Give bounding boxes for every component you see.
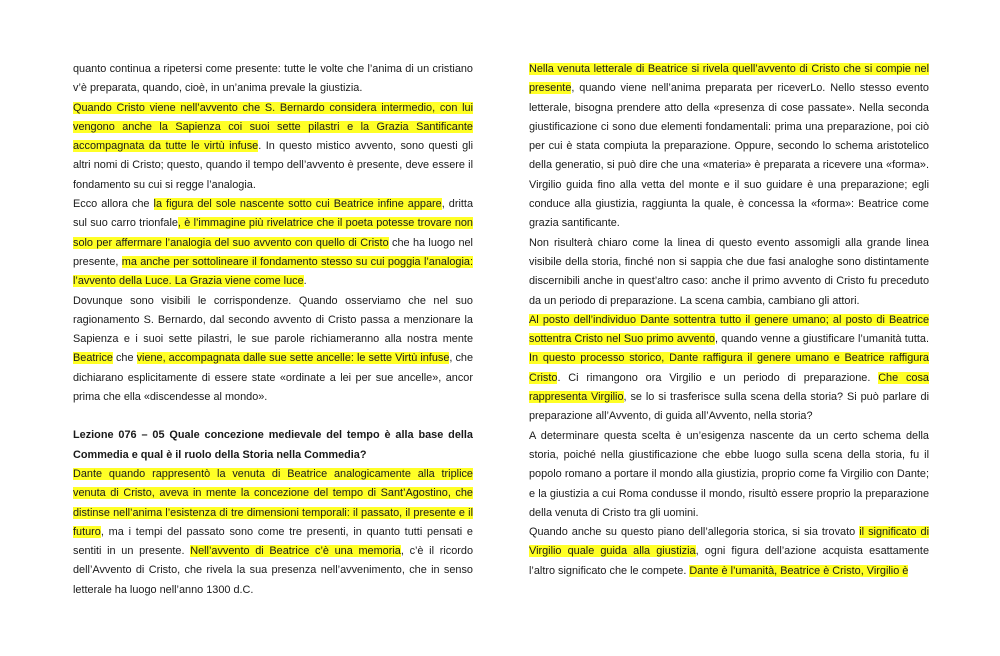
paragraph: [529, 523, 929, 581]
text-run: , ogni figura dell’azione acquista esattamente l’altro significato che le compete.: [529, 545, 930, 577]
text-run: , quando venne a giustificare l’umanità tutta.: [714, 333, 929, 346]
text-run: che ha luogo nel presente,: [73, 236, 473, 268]
paragraph: [73, 292, 473, 408]
section-heading: Lezione 076 – 05 Quale concezione medievale del tempo è alla base della Commedia e qual è il ruolo della Storia nella Commedia?: [73, 429, 473, 461]
highlighted-text: ma anche per sottolineare il fondamento stesso su cui poggia l’analogia: l’avvento della Luce. La Grazia viene come luce: [73, 255, 473, 288]
highlighted-text: Dante è l’umanità, Beatrice è Cristo, Virgilio è: [689, 564, 909, 577]
paragraph: [529, 427, 929, 523]
paragraph: [73, 60, 473, 99]
paragraph: [529, 311, 929, 427]
paragraph: [529, 60, 929, 234]
text-run: quanto continua a ripetersi come presente: tutte le volte che l’anima di un cristiano v’è preparata, quando, cioè, in un’anima prevale la giustizia.: [73, 63, 473, 95]
paragraph: [73, 99, 473, 195]
text-run: , che dichiarano esplicitamente di essere state «ordinate a lei per sue ancelle», ancor prima che ella «discendesse al mondo».: [73, 352, 474, 404]
paragraph: [73, 195, 473, 291]
text-run: , ma i tempi del passato sono come tre presenti, in quanto tutti pensati e sentiti in un presente.: [73, 525, 473, 558]
highlighted-text: Dante quando rappresentò la venuta di Beatrice analogicamente alla triplice venuta di Cristo, aveva in mente la concezione del tempo di Sant’Agostino, che distinse nell’anima l’esistenza di tre dimensioni temporali: il passato, il presente e il futuro: [73, 467, 473, 538]
text-run: che: [112, 352, 137, 365]
highlighted-text: Al posto dell’individuo Dante sottentra tutto il genere umano; al posto di Beatrice sottentra Cristo nel Suo primo avvento: [529, 313, 929, 346]
highlighted-text: viene, accompagnata dalle sue sette ancelle: le sette Virtù infuse: [136, 352, 450, 365]
highlighted-text: la figura del sole nascente sotto cui Beatrice infine appare: [153, 198, 442, 211]
text-run: Quando anche su questo piano dell’allegoria storica, si sia trovato: [529, 526, 860, 539]
text-run: Dovunque sono visibili le corrispondenze. Quando osserviamo che nel suo ragionamento S. Bernardo, dal secondo avvento di Cristo passa a menzionare la Sapienza e i suoi sette pilastri, le sue parole richiameranno alla nostra mente: [73, 294, 473, 346]
text-run: , dritta sul suo carro trionfale: [73, 198, 474, 230]
highlighted-text: In questo processo storico, Dante raffigura il genere umano e Beatrice raffigura Cristo: [529, 352, 929, 384]
paragraph: [529, 234, 929, 311]
highlighted-text: Quando Cristo viene nell’avvento che S. Bernardo considera intermedio, con lui vengono anche la Sapienza coi suoi sette pilastri e la Grazia Santificante accompagnata da tutte le virtù infuse: [73, 101, 473, 153]
text-run: . Ci rimangono ora Virgilio e un periodo di preparazione.: [557, 371, 879, 384]
highlighted-text: Nella venuta letterale di Beatrice si rivela quell’avvento di Cristo che si compie nel presente: [529, 63, 929, 95]
text-run: Ecco allora che: [73, 198, 154, 211]
right-column: [529, 60, 929, 581]
text-run: , quando viene nell’anima preparata per riceverLo. Nello stesso evento letterale, bisogna prendere atto della «presenza di cose passate». Nella seconda giustificazione ci sono due elementi fondamentali: prima una preparazione, poi ciò per cui è stata compiuta la preparazione. Oppure, secondo lo schema aristotelico della generatio, si può dire che una «materia» è preparata a ricevere una «forma». Virgilio guida fino alla vetta del monte e il suo guidare è una preparazione; egli conduce alla giustizia, raggiunta la quale, è concessa la «forma»: Beatrice come grazia santificante.: [529, 82, 929, 230]
highlighted-text: Che cosa rappresenta Virgilio: [529, 371, 929, 404]
text-run: A determinare questa scelta è un’esigenza nascente da un certo schema della storia, poiché nella giustificazione che ebbe luogo sulla scena della storia, fu il popolo romano a portare il mondo alla giustizia, proprio come fa Virgilio con Dante; e la giustizia a cui Roma condusse il mondo, risultò essere proprio la preparazione della venuta di Cristo tra gli uomini.: [529, 429, 929, 519]
left-column: [73, 60, 473, 600]
highlighted-text: Beatrice: [73, 352, 113, 365]
text-run: Non risulterà chiaro come la linea di questo evento assomigli alla grande linea visibile della storia, finché non si sappia che due fasi analoghe sono distintamente discernibili anche in quest’altro caso: anche il primo avvento di Cristo fu preceduto da un periodo di preparazione. La scena cambia, cambiano gli attori.: [529, 236, 929, 307]
text-run: , se lo si trasferisce sulla scena della storia? Si può parlare di preparazione all’Avvento, di guida all’Avvento, nella storia?: [529, 391, 929, 423]
text-run: . In questo mistico avvento, sono questi gli altri nomi di Cristo; questo, quando il tempo dell’avvento è presente, deve essere il fondamento su cui si regge l’analogia.: [73, 140, 473, 191]
paragraph: [73, 465, 473, 600]
highlighted-text: Nell’avvento di Beatrice c’è una memoria: [190, 545, 401, 558]
highlighted-text: , è l’immagine più rivelatrice che il poeta potesse trovare non solo per affermare l’analogia del suo avvento con quello di Cristo: [73, 217, 473, 249]
highlighted-text: il significato di Virgilio quale guida alla giustizia: [529, 526, 930, 558]
text-run: , c’è il ricordo dell’Avvento di Cristo, che rivela la sua presenza nell’avvenimento, che in senso letterale ha luogo nell’anno 1300 d.C.: [73, 545, 473, 596]
text-run: .: [303, 275, 307, 288]
